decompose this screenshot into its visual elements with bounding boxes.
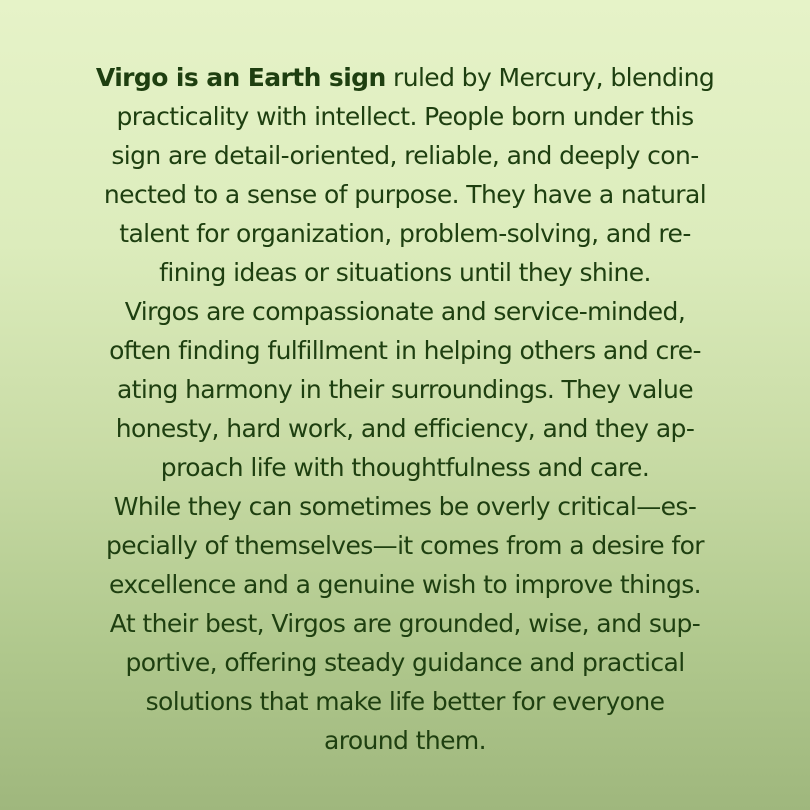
text-line-13: pecially of themselves—it comes from a desire for xyxy=(106,531,704,560)
text-line-5: talent for organization, problem-solving, and re- xyxy=(119,219,691,248)
text-line-15: At their best, Virgos are grounded, wise, and sup- xyxy=(109,609,701,638)
virgo-description xyxy=(40,58,770,760)
text-line-3: sign are detail-oriented, reliable, and deeply con- xyxy=(111,141,699,170)
text-line-7: Virgos are compassionate and service-minded, xyxy=(124,297,686,326)
text-line-1 xyxy=(40,58,770,97)
text-line-17: solutions that make life better for everyone xyxy=(145,687,665,716)
text-line-9: ating harmony in their surroundings. They value xyxy=(116,375,694,404)
text-line-18: around them. xyxy=(324,726,486,755)
text-line-1-rest: ruled by Mercury, blending xyxy=(385,63,715,92)
intro-bold-text: Virgo is an Earth sign xyxy=(95,63,386,92)
text-line-14: excellence and a genuine wish to improve things. xyxy=(109,570,701,599)
text-line-8: often finding fulfillment in helping others and cre- xyxy=(109,336,701,365)
text-line-6: fining ideas or situations until they shine. xyxy=(159,258,651,287)
text-line-10: honesty, hard work, and efficiency, and they ap- xyxy=(115,414,695,443)
text-line-4: nected to a sense of purpose. They have a natural xyxy=(103,180,707,209)
text-line-16: portive, offering steady guidance and practical xyxy=(125,648,685,677)
text-line-11: proach life with thoughtfulness and care. xyxy=(160,453,650,482)
text-line-12: While they can sometimes be overly critical—es- xyxy=(113,492,697,521)
text-line-2: practicality with intellect. People born under this xyxy=(116,102,694,131)
